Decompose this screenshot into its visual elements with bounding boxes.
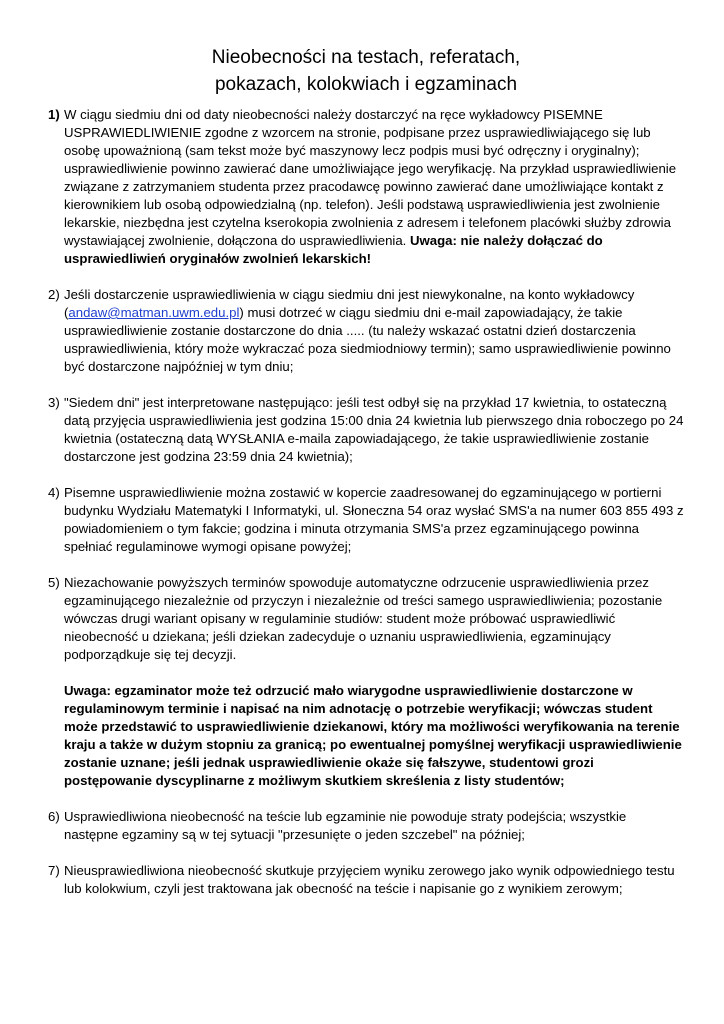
title-line-1: Nieobecności na testach, referatach, bbox=[211, 47, 521, 68]
list-item-3 bbox=[48, 394, 684, 466]
item-number: 7) bbox=[48, 863, 60, 878]
item-number: 4) bbox=[48, 485, 60, 500]
item-text: "Siedem dni" jest interpretowane następująco: jeśli test odbył się na przykład 17 kwietnia, to ostateczną datą przyjęcia usprawiedliwienia jest godzina 15:00 dnia 24 kwietnia lub pierwszego dnia roboczego po 24 kwietnia (ostateczną datą WYSŁANIA e-maila zapowiadającego, że takie usprawiedliwienie zostanie dostarczone jest godzina 23:59 dnia 24 kwietnia); bbox=[64, 395, 684, 464]
title-line-2: pokazach, kolokwiach i egzaminach bbox=[214, 74, 518, 95]
list-item-1 bbox=[48, 106, 684, 268]
warning-note: Uwaga: egzaminator może też odrzucić mało wiarygodne usprawiedliwienie dostarczone w regulaminowym terminie i napisać na nim adnotację o potrzebie weryfikacji; wówczas student może przedstawić to usprawiedliwienie dziekanowi, który ma możliwości weryfikowania na terenie kraju a także w dużym stopniu za granicą; po ewentualnej pomyślnej weryfikacji usprawiedliwienie zostanie uznane; jeśli jednak usprawiedliwienie okaże się fałszywe, studentowi grozi postępowanie dyscyplinarne z możliwym skutkiem skreślenia z listy studentów; bbox=[64, 683, 682, 788]
item-text: Usprawiedliwiona nieobecność na teście lub egzaminie nie powoduje straty podejścia; wszystkie następne egzaminy są w tej sytuacji "przesunięte o jeden szczebel" na później; bbox=[64, 809, 627, 842]
list-item-2 bbox=[48, 286, 684, 376]
list-item-6 bbox=[48, 808, 684, 844]
page-title bbox=[48, 44, 684, 98]
email-link[interactable]: andaw@matman.uwm.edu.pl bbox=[68, 305, 240, 320]
item-text: Jeśli dostarczenie usprawiedliwienia w ciągu siedmiu dni jest niewykonalne, na konto wykładowcy ( bbox=[64, 287, 635, 320]
item-text: Niezachowanie powyższych terminów spowoduje automatyczne odrzucenie usprawiedliwienia przez egzaminującego niezależnie od przyczyn i niezależnie od treści samego usprawiedliwienia; pozostanie wówczas drugi wariant opisany w regulaminie studiów: student może próbować usprawiedliwić nieobecność u dziekana; jeśli dziekan zadecyduje o uznaniu usprawiedliwienia, egzaminujący podporządkuje się tej decyzji. bbox=[64, 575, 663, 662]
item-number: 2) bbox=[48, 287, 60, 302]
list-item-4 bbox=[48, 484, 684, 556]
item-number: 6) bbox=[48, 809, 60, 824]
item-text-continued: ) musi dotrzeć w ciągu siedmiu dni e-mail zapowiadający, że takie usprawiedliwienie zostanie dostarczone do dnia ..... (tu należy wskazać ostatni dzień dostarczenia usprawiedliwienia, który może wykraczać poza siedmiodniowy termin); samo usprawiedliwienie powinno być dostarczone najpóźniej w tym dniu; bbox=[64, 305, 671, 374]
item-warning: Uwaga: nie należy dołączać do usprawiedliwień oryginałów zwolnień lekarskich! bbox=[64, 233, 603, 266]
item-number: 1) bbox=[48, 107, 60, 122]
list-item-5 bbox=[48, 574, 684, 664]
item-number: 3) bbox=[48, 395, 60, 410]
item-text: W ciągu siedmiu dni od daty nieobecności należy dostarczyć na ręce wykładowcy PISEMNE USPRAWIEDLIWIENIE zgodne z wzorcem na stronie, podpisane przez usprawiedliwiającego się lub osobę upoważnioną (sam tekst może być maszynowy lecz podpis musi być odręczny i oryginalny); usprawiedliwienie powinno zawierać dane umożliwiające jego weryfikację. Na przykład usprawiedliwienie związane z zatrzymaniem studenta przez pracodawcę powinno zawierać dane umożliwiające kontakt z kierownikiem lub osobą odpowiedzialną (np. telefon). Jeśli podstawą usprawiedliwienia jest zwolnienie lekarskie, niezbędna jest czytelna kserokopia zwolnienia z adresem i telefonem placówki służby zdrowia wystawiającej zwolnienie, dołączona do usprawiedliwienia. bbox=[64, 107, 677, 248]
item-text: Nieusprawiedliwiona nieobecność skutkuje przyjęciem wyniku zerowego jako wynik odpowiedniego testu lub kolokwium, czyli jest traktowana jak obecność na teście i napisanie go z wynikiem zerowym; bbox=[64, 863, 675, 896]
list-item-7 bbox=[48, 862, 684, 898]
item-number: 5) bbox=[48, 575, 60, 590]
item-text: Pisemne usprawiedliwienie można zostawić w kopercie zaadresowanej do egzaminującego w portierni budynku Wydziału Matematyki I Informatyki, ul. Słoneczna 54 oraz wysłać SMS'a na numer 603 855 493 z powiadomieniem o tym fakcie; godzina i minuta otrzymania SMS'a przez egzaminującego powinna spełniać regulaminowe wymogi opisane powyżej; bbox=[64, 485, 684, 554]
